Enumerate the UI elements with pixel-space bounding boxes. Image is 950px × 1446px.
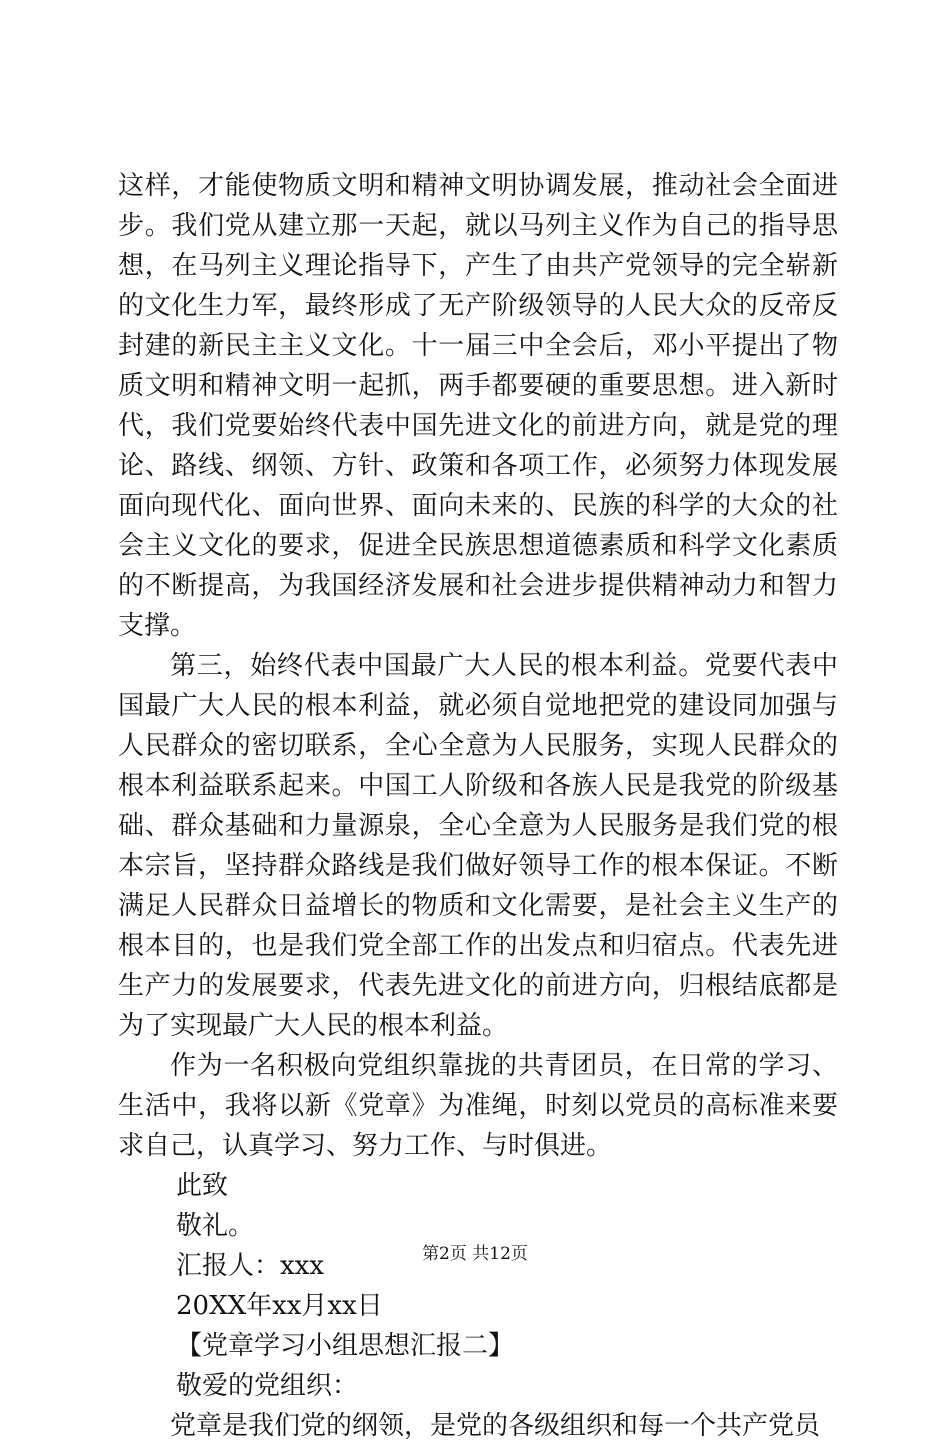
paragraph-commitment: 作为一名积极向党组织靠拢的共青团员，在日常的学习、生活中，我将以新《党章》为准绳，时刻以党员的高标准来要求自己，认真学习、努力工作、与时俱进。 — [118, 1051, 838, 1161]
salutation: 敬礼。 — [176, 1211, 255, 1241]
reporter-name: 汇报人：xxx — [176, 1251, 324, 1281]
report-date: 20XX年xx月xx日 — [176, 1291, 383, 1321]
greeting: 敬爱的党组织： — [176, 1371, 359, 1401]
section-title: 【党章学习小组思想汇报二】 — [176, 1331, 515, 1361]
page-footer — [0, 1242, 950, 1266]
page-number: 第2页 共12页 — [422, 1244, 528, 1264]
paragraph-continuation: 这样，才能使物质文明和精神文明协调发展，推动社会全面进步。我们党从建立那一天起，就以马列主义作为自己的指导思想，在马列主义理论指导下，产生了由共产党领导的完全崭新的文化生力军，最终形成了无产阶级领导的人民大众的反帝反封建的新民主主义文化。十一届三中全会后，邓小平提出了物质文明和精神文明一起抓，两手都要硬的重要思想。进入新时代，我们党要始终代表中国先进文化的前进方向，就是党的理论、路线、纲领、方针、政策和各项工作，必须努力体现发展面向现代化、面向世界、面向未来的、民族的科学的大众的社会主义文化的要求，促进全民族思想道德素质和科学文化素质的不断提高，为我国经济发展和社会进步提供精神动力和智力支撑。 — [118, 171, 838, 641]
paragraph-opening: 党章是我们党的纲领，是党的各级组织和每一个共产党员 — [170, 1411, 821, 1441]
paragraph-third-point: 第三，始终代表中国最广大人民的根本利益。党要代表中国最广大人民的根本利益，就必须自觉地把党的建设同加强与人民群众的密切联系，全心全意为人民服务，实现人民群众的根本利益联系起来。中国工人阶级和各族人民是我党的阶级基础、群众基础和力量源泉，全心全意为人民服务是我们党的根本宗旨，坚持群众路线是我们做好领导工作的根本保证。不断满足人民群众日益增长的物质和文化需要，是社会主义生产的根本目的，也是我们党全部工作的出发点和归宿点。代表先进生产力的发展要求，代表先进文化的前进方向，归根结底都是为了实现最广大人民的根本利益。 — [118, 651, 838, 1041]
closing-phrase: 此致 — [176, 1171, 229, 1201]
